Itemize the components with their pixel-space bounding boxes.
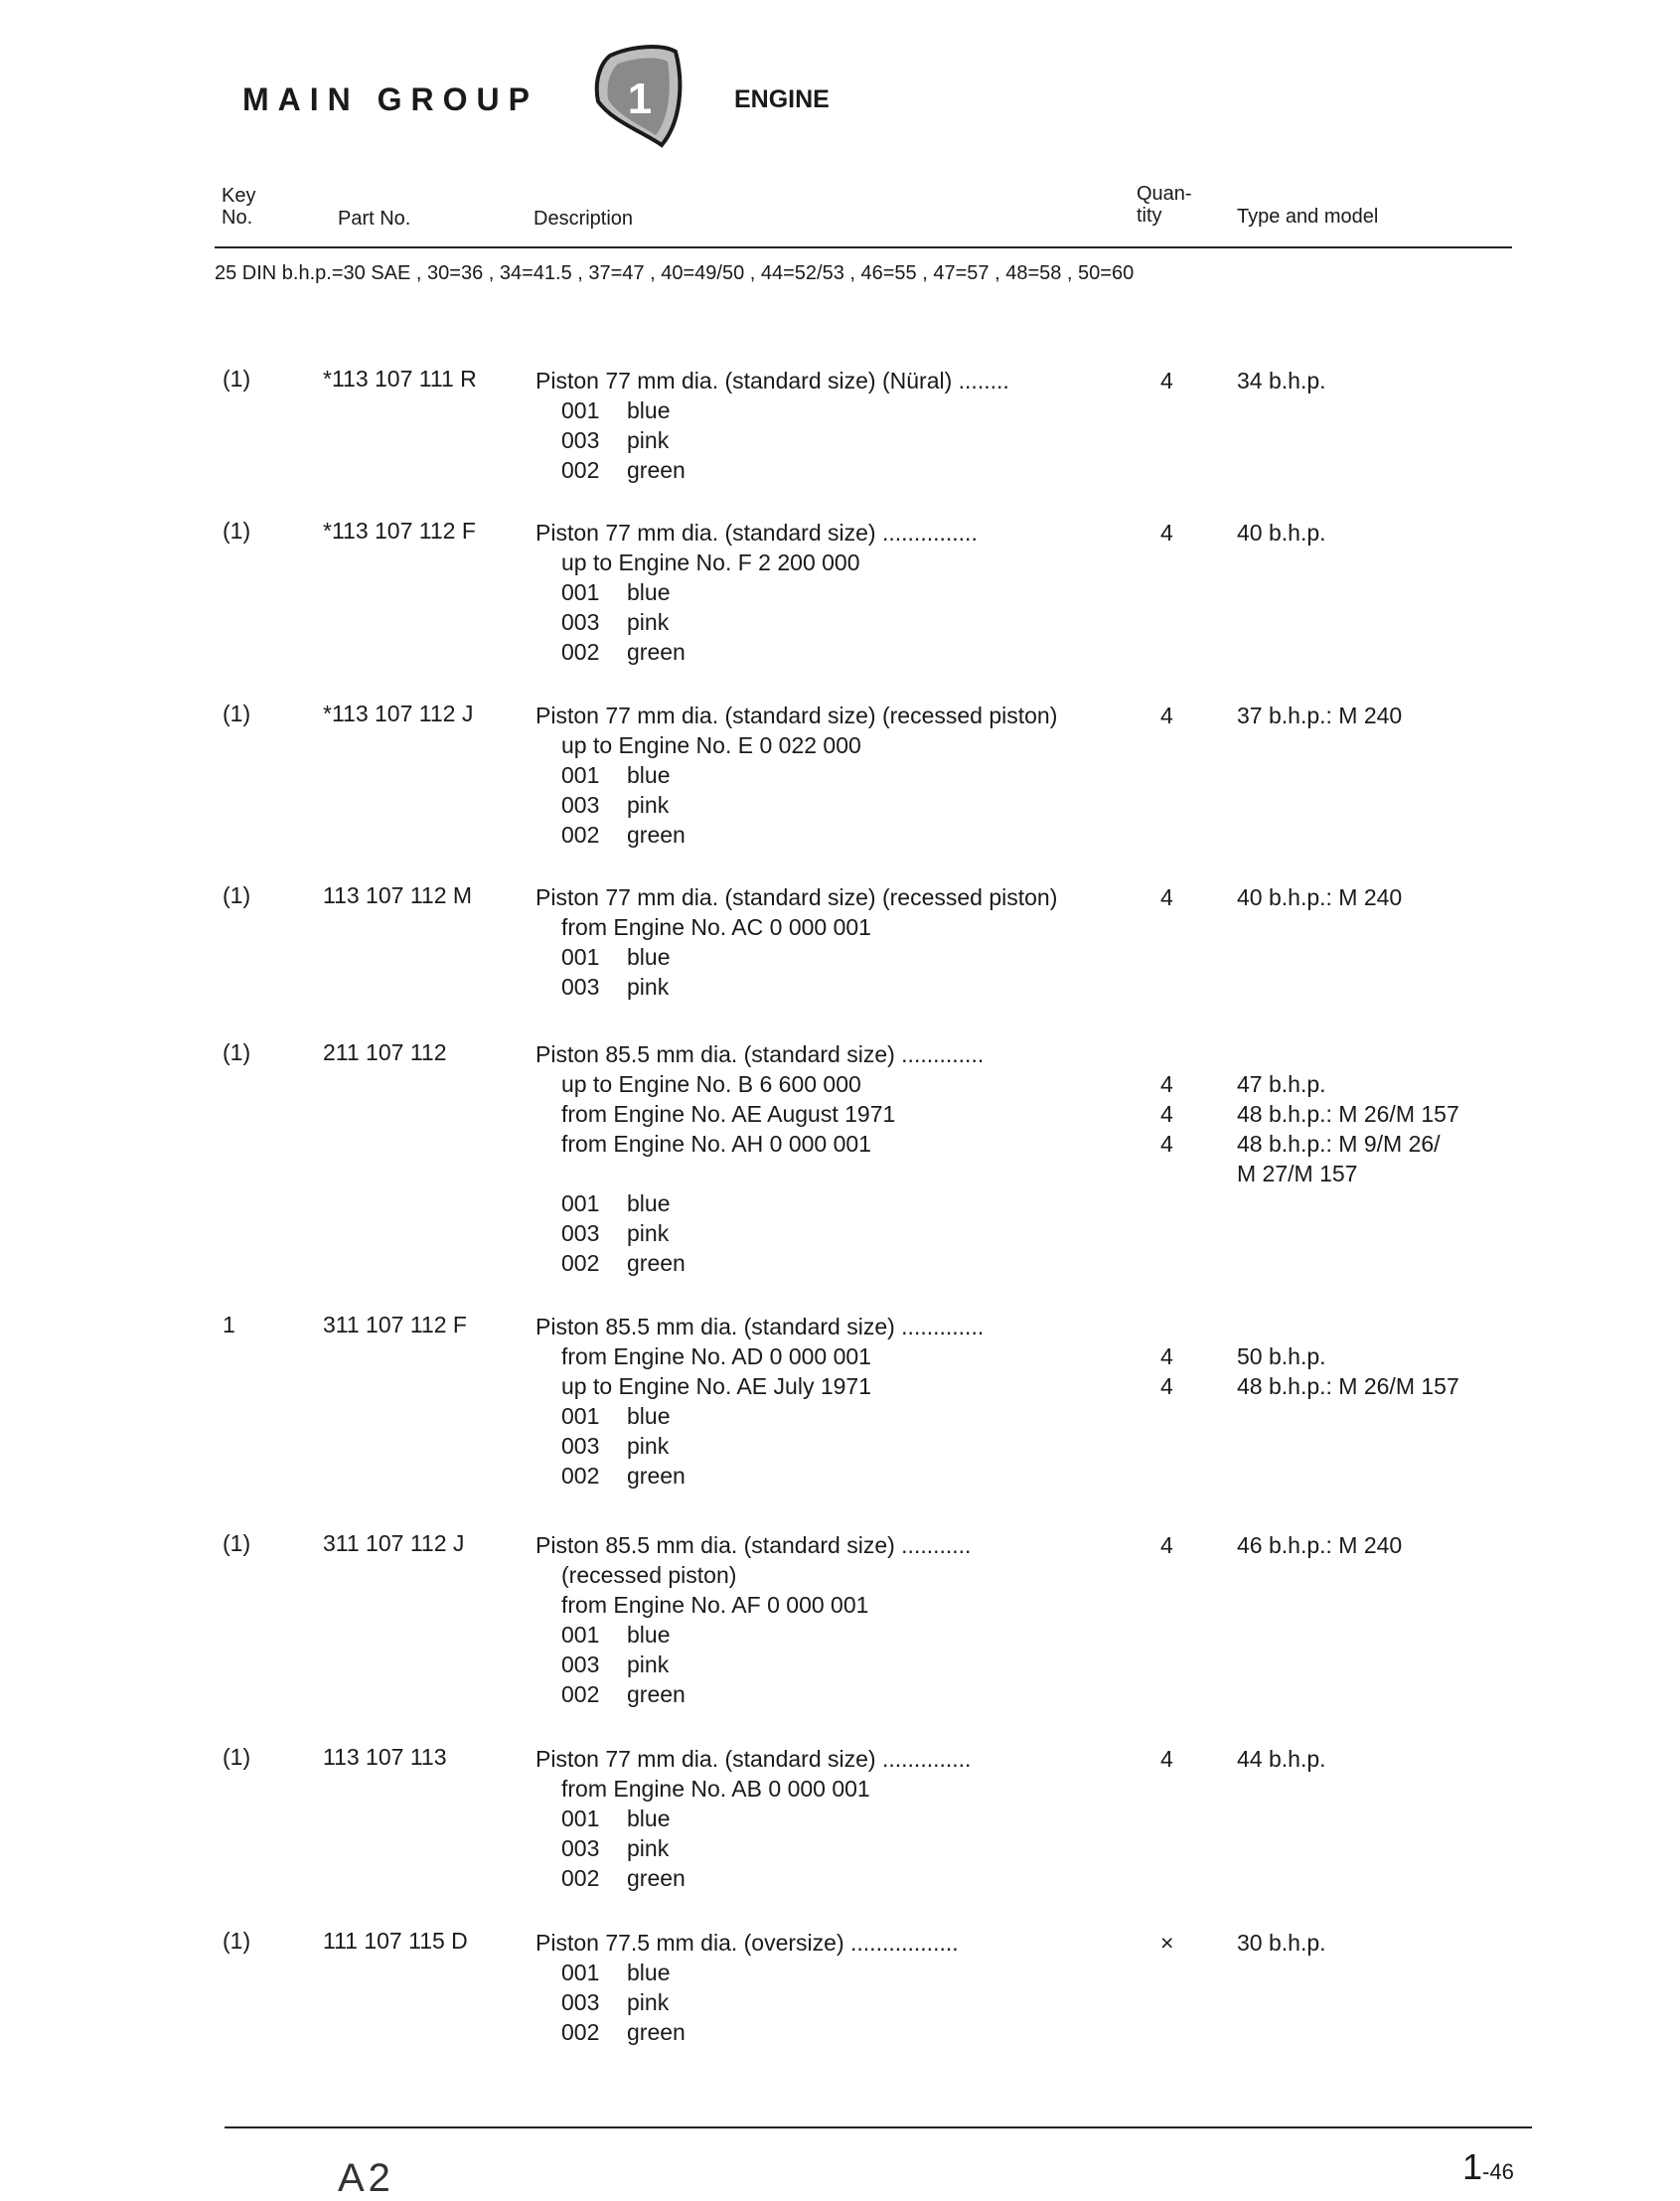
variant-color: green <box>627 639 686 665</box>
variant-color: green <box>627 1463 686 1489</box>
description-main: Piston 77 mm dia. (standard size) .............. <box>535 1746 972 1772</box>
footer-rule <box>225 2126 1532 2128</box>
description-detail: from Engine No. AD 0 000 001 <box>561 1343 871 1369</box>
type-model-value: 48 b.h.p.: M 9/M 26/ <box>1237 1131 1441 1157</box>
description-detail: from Engine No. AB 0 000 001 <box>561 1776 870 1802</box>
type-model <box>1237 1039 1535 1188</box>
group-number: 1 <box>627 75 653 123</box>
part-number: 311 107 112 F <box>323 1312 467 1337</box>
color-variant <box>535 2017 1122 2047</box>
variant-code: 001 <box>561 762 600 788</box>
variant-color: green <box>627 457 686 483</box>
quantity-value <box>1160 1039 1173 1069</box>
quantity-value: 4 <box>1160 1746 1173 1772</box>
description-main: Piston 77 mm dia. (standard size) (recessed piston) <box>535 884 1058 910</box>
variant-code: 001 <box>561 1622 600 1648</box>
section-title: ENGINE <box>734 85 830 113</box>
header-rule <box>215 246 1512 248</box>
description-detail: from Engine No. AH 0 000 001 <box>561 1131 871 1157</box>
variant-code: 002 <box>561 1865 600 1891</box>
color-variant <box>535 1620 1122 1650</box>
description-detail: from Engine No. AC 0 000 001 <box>561 914 871 940</box>
variant-color: pink <box>627 1220 670 1246</box>
part-description <box>535 1530 1122 1709</box>
col-description: Description <box>534 208 634 230</box>
variant-code: 003 <box>561 609 600 635</box>
variant-code: 003 <box>561 1220 600 1246</box>
variant-color: blue <box>627 1806 671 1831</box>
description-detail: up to Engine No. B 6 600 000 <box>561 1071 861 1097</box>
description-detail: (recessed piston) <box>561 1562 737 1588</box>
page-number <box>1462 2146 1514 2188</box>
key-number: (1) <box>223 518 251 544</box>
part-number: 113 107 112 M <box>323 882 473 908</box>
type-model-value: 48 b.h.p.: M 26/M 157 <box>1237 1101 1459 1127</box>
quantity <box>1160 1530 1173 1560</box>
key-number: 1 <box>223 1312 235 1337</box>
variant-code: 001 <box>561 944 600 970</box>
description-main: Piston 77 mm dia. (standard size) ............... <box>535 520 978 546</box>
part-number: 113 107 113 <box>323 1744 447 1770</box>
color-variant <box>535 760 1122 790</box>
key-number: (1) <box>223 701 251 726</box>
quantity-value: 4 <box>1160 520 1173 546</box>
variant-code: 001 <box>561 1960 600 1985</box>
group-number-badge <box>592 42 686 153</box>
key-number: (1) <box>223 1039 251 1065</box>
type-model-value: 47 b.h.p. <box>1237 1071 1326 1097</box>
variant-color: pink <box>627 1433 670 1459</box>
color-variant <box>535 1461 1122 1491</box>
variant-code: 003 <box>561 974 600 1000</box>
description-detail: up to Engine No. AE July 1971 <box>561 1373 871 1399</box>
col-part-no: Part No. <box>338 208 411 230</box>
quantity <box>1160 366 1173 395</box>
variant-code: 003 <box>561 1835 600 1861</box>
variant-color: pink <box>627 609 670 635</box>
color-variant <box>535 972 1122 1002</box>
type-model <box>1237 701 1535 730</box>
part-description <box>535 1039 1122 1278</box>
variant-code: 003 <box>561 792 600 818</box>
color-variant <box>535 607 1122 637</box>
key-number: (1) <box>223 366 251 392</box>
color-variant <box>535 1401 1122 1431</box>
hp-conversion-line: 25 DIN b.h.p.=30 SAE , 30=36 , 34=41.5 , 37=47 , 40=49/50 , 44=52/53 , 46=55 , 47=57 , 48=58 , 50=60 <box>215 262 1135 284</box>
variant-code: 003 <box>561 427 600 453</box>
color-variant <box>535 1248 1122 1278</box>
quantity <box>1160 1039 1173 1159</box>
part-number: 111 107 115 D <box>323 1928 468 1954</box>
variant-color: pink <box>627 974 670 1000</box>
variant-code: 001 <box>561 579 600 605</box>
color-variant <box>535 1863 1122 1893</box>
part-number: *113 107 111 R <box>323 366 477 392</box>
variant-color: blue <box>627 579 671 605</box>
description-detail: up to Engine No. F 2 200 000 <box>561 550 860 575</box>
variant-color: blue <box>627 1190 671 1216</box>
variant-code: 001 <box>561 1403 600 1429</box>
description-detail: from Engine No. AF 0 000 001 <box>561 1592 869 1618</box>
color-variant <box>535 1679 1122 1709</box>
description-main: Piston 77 mm dia. (standard size) (recessed piston) <box>535 703 1058 728</box>
spacer-line <box>535 1159 1122 1188</box>
description-main: Piston 77 mm dia. (standard size) (Nüral) ........ <box>535 368 1009 393</box>
type-model <box>1237 1312 1535 1401</box>
variant-color: green <box>627 1250 686 1276</box>
variant-color: blue <box>627 1403 671 1429</box>
quantity-value: 4 <box>1160 1343 1173 1369</box>
key-number: (1) <box>223 1928 251 1954</box>
quantity-value: 4 <box>1160 703 1173 728</box>
part-number: 211 107 112 <box>323 1039 447 1065</box>
main-group-title: MAIN GROUP <box>242 81 538 117</box>
color-variant <box>535 395 1122 425</box>
color-variant <box>535 577 1122 607</box>
type-model <box>1237 1530 1535 1560</box>
color-variant <box>535 425 1122 455</box>
variant-color: blue <box>627 1622 671 1648</box>
variant-color: pink <box>627 792 670 818</box>
color-variant <box>535 820 1122 850</box>
quantity <box>1160 1744 1173 1774</box>
color-variant <box>535 1431 1122 1461</box>
type-model <box>1237 366 1535 395</box>
type-model-value: 30 b.h.p. <box>1237 1930 1326 1956</box>
variant-code: 002 <box>561 2019 600 2045</box>
quantity <box>1160 1312 1173 1401</box>
type-model-value: 48 b.h.p.: M 26/M 157 <box>1237 1373 1459 1399</box>
quantity <box>1160 1928 1173 1958</box>
variant-color: blue <box>627 1960 671 1985</box>
color-variant <box>535 455 1122 485</box>
description-detail: from Engine No. AE August 1971 <box>561 1101 896 1127</box>
quantity <box>1160 701 1173 730</box>
quantity <box>1160 518 1173 548</box>
type-model-value: 34 b.h.p. <box>1237 368 1326 393</box>
variant-color: pink <box>627 1651 670 1677</box>
type-model-value: 50 b.h.p. <box>1237 1343 1326 1369</box>
variant-code: 002 <box>561 639 600 665</box>
color-variant <box>535 1650 1122 1679</box>
key-number: (1) <box>223 1744 251 1770</box>
variant-code: 003 <box>561 1989 600 2015</box>
variant-code: 003 <box>561 1651 600 1677</box>
variant-code: 002 <box>561 822 600 848</box>
type-model <box>1237 1928 1535 1958</box>
quantity <box>1160 882 1173 912</box>
part-description <box>535 701 1122 850</box>
quantity-value: 4 <box>1160 1373 1173 1399</box>
key-number: (1) <box>223 882 251 908</box>
page-number-sub: -46 <box>1482 2159 1514 2184</box>
type-model-value: 40 b.h.p.: M 240 <box>1237 884 1403 910</box>
variant-color: pink <box>627 1835 670 1861</box>
variant-color: blue <box>627 944 671 970</box>
col-type-model: Type and model <box>1237 206 1379 228</box>
type-model-value: 37 b.h.p.: M 240 <box>1237 703 1403 728</box>
part-number: *113 107 112 F <box>323 518 476 544</box>
variant-color: green <box>627 2019 686 2045</box>
page-number-main: 1 <box>1462 2146 1483 2187</box>
variant-code: 002 <box>561 1250 600 1276</box>
part-description <box>535 882 1122 1002</box>
col-quantity-line2: tity <box>1137 205 1162 227</box>
color-variant <box>535 637 1122 667</box>
quantity-value: 4 <box>1160 1532 1173 1558</box>
type-model-value <box>1237 1312 1535 1341</box>
quantity-value: × <box>1160 1930 1174 1956</box>
description-main: Piston 77.5 mm dia. (oversize) ................. <box>535 1930 959 1956</box>
quantity-value: 4 <box>1160 368 1173 393</box>
quantity-value: 4 <box>1160 1071 1173 1097</box>
variant-code: 003 <box>561 1433 600 1459</box>
part-description <box>535 1744 1122 1893</box>
variant-color: blue <box>627 762 671 788</box>
variant-code: 001 <box>561 1806 600 1831</box>
quantity-value: 4 <box>1160 884 1173 910</box>
variant-color: blue <box>627 397 671 423</box>
color-variant <box>535 942 1122 972</box>
type-model-value: 46 b.h.p.: M 240 <box>1237 1532 1403 1558</box>
part-number: *113 107 112 J <box>323 701 474 726</box>
variant-color: green <box>627 822 686 848</box>
color-variant <box>535 1188 1122 1218</box>
color-variant <box>535 1833 1122 1863</box>
quantity-value: 4 <box>1160 1101 1173 1127</box>
col-quantity-line1: Quan- <box>1137 183 1192 205</box>
part-description <box>535 1312 1122 1491</box>
part-description <box>535 518 1122 667</box>
part-description <box>535 1928 1122 2047</box>
type-model <box>1237 518 1535 548</box>
type-model-value: 44 b.h.p. <box>1237 1746 1326 1772</box>
description-main: Piston 85.5 mm dia. (standard size) ............. <box>535 1041 985 1067</box>
variant-code: 001 <box>561 1190 600 1216</box>
description-main: Piston 85.5 mm dia. (standard size) ........... <box>535 1532 972 1558</box>
col-key-no-line1: Key <box>222 185 256 207</box>
type-model-value: 40 b.h.p. <box>1237 520 1326 546</box>
col-key-no <box>222 185 255 229</box>
footer-code: A2 <box>338 2156 394 2200</box>
color-variant <box>535 1218 1122 1248</box>
part-number: 311 107 112 J <box>323 1530 465 1556</box>
type-model-value <box>1237 1039 1535 1069</box>
variant-code: 002 <box>561 1681 600 1707</box>
variant-code: 002 <box>561 1463 600 1489</box>
variant-color: pink <box>627 1989 670 2015</box>
type-model-value: M 27/M 157 <box>1237 1161 1358 1186</box>
quantity-value: 4 <box>1160 1131 1173 1157</box>
variant-code: 001 <box>561 397 600 423</box>
part-description <box>535 366 1122 485</box>
variant-color: green <box>627 1681 686 1707</box>
color-variant <box>535 1987 1122 2017</box>
type-model <box>1237 882 1535 912</box>
type-model <box>1237 1744 1535 1774</box>
col-key-no-line2: No. <box>222 207 253 229</box>
description-detail: up to Engine No. E 0 022 000 <box>561 732 861 758</box>
color-variant <box>535 790 1122 820</box>
variant-color: green <box>627 1865 686 1891</box>
quantity-value <box>1160 1312 1173 1341</box>
color-variant <box>535 1804 1122 1833</box>
description-main: Piston 85.5 mm dia. (standard size) ............. <box>535 1314 985 1339</box>
color-variant <box>535 1958 1122 1987</box>
variant-code: 002 <box>561 457 600 483</box>
key-number: (1) <box>223 1530 251 1556</box>
col-quantity <box>1137 183 1192 227</box>
variant-color: pink <box>627 427 670 453</box>
